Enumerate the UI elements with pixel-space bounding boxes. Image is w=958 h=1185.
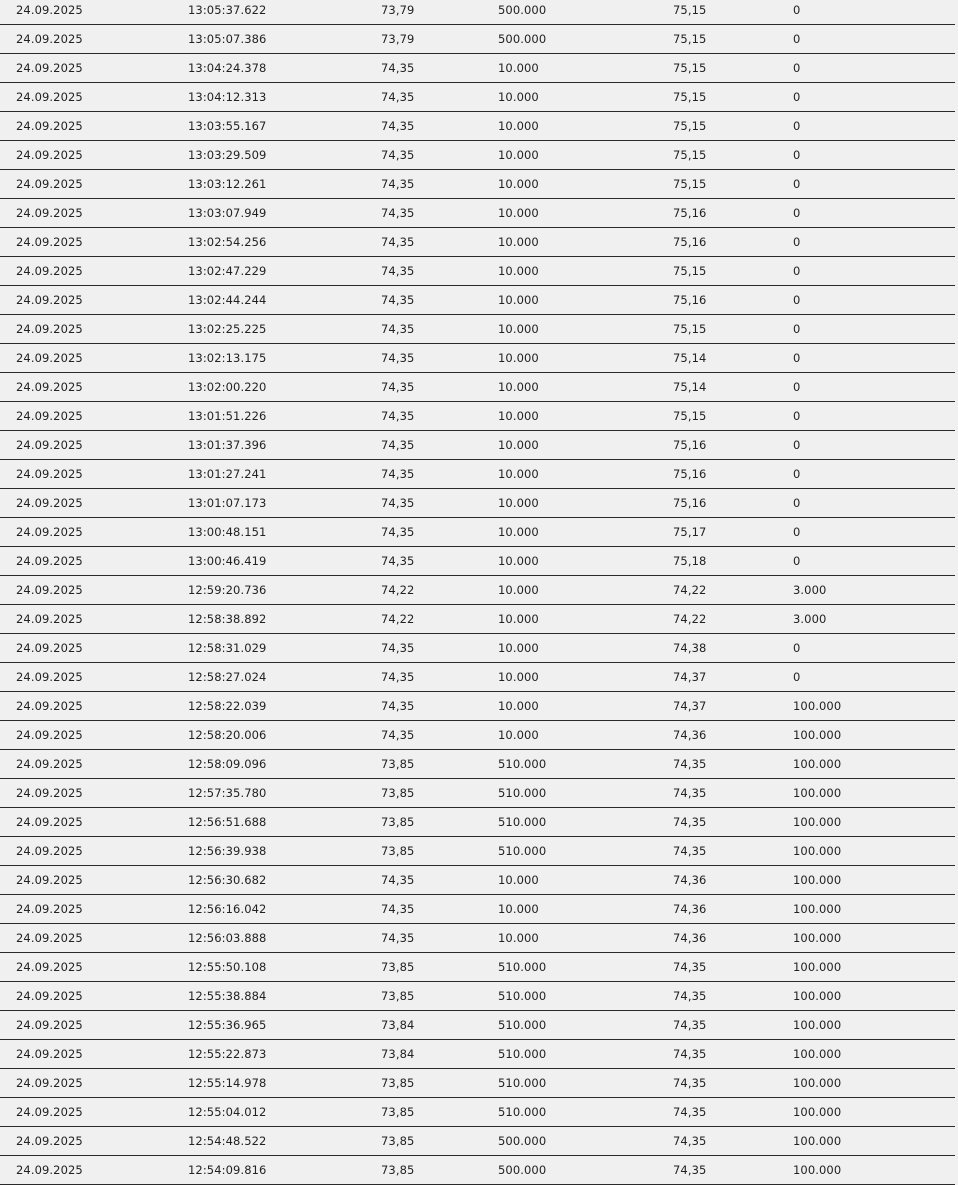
bid-volume-cell: 10.000: [498, 119, 539, 133]
ask-cell: 75,15: [673, 119, 707, 133]
time-cell: 13:00:48.151: [188, 525, 267, 539]
date-cell: 24.09.2025: [16, 612, 83, 626]
bid-cell: 74,35: [381, 902, 415, 916]
ask-cell: 75,16: [673, 293, 707, 307]
time-cell: 12:55:22.873: [188, 1047, 267, 1061]
ask-cell: 74,35: [673, 960, 707, 974]
ask-cell: 74,35: [673, 1018, 707, 1032]
ask-volume-cell: 100.000: [793, 815, 842, 829]
ask-volume-cell: 0: [793, 90, 801, 104]
bid-volume-cell: 10.000: [498, 264, 539, 278]
ask-volume-cell: 0: [793, 641, 801, 655]
ask-cell: 75,15: [673, 90, 707, 104]
bid-volume-cell: 10.000: [498, 438, 539, 452]
time-cell: 12:56:39.938: [188, 844, 267, 858]
time-cell: 13:03:29.509: [188, 148, 267, 162]
ask-cell: 75,16: [673, 438, 707, 452]
bid-cell: 73,84: [381, 1047, 415, 1061]
bid-cell: 74,35: [381, 931, 415, 945]
ask-cell: 75,15: [673, 3, 707, 17]
bid-cell: 74,35: [381, 90, 415, 104]
date-cell: 24.09.2025: [16, 554, 83, 568]
bid-cell: 74,35: [381, 351, 415, 365]
ask-volume-cell: 0: [793, 32, 801, 46]
date-cell: 24.09.2025: [16, 757, 83, 771]
table-row: [0, 0, 955, 25]
bid-volume-cell: 510.000: [498, 815, 547, 829]
ask-volume-cell: 0: [793, 235, 801, 249]
time-cell: 12:56:16.042: [188, 902, 267, 916]
bid-volume-cell: 510.000: [498, 844, 547, 858]
table-row: [0, 373, 955, 402]
ask-volume-cell: 0: [793, 264, 801, 278]
time-cell: 13:02:25.225: [188, 322, 267, 336]
time-cell: 12:55:14.978: [188, 1076, 267, 1090]
ask-volume-cell: 100.000: [793, 1047, 842, 1061]
bid-cell: 74,22: [381, 583, 415, 597]
bid-volume-cell: 10.000: [498, 612, 539, 626]
ask-cell: 75,16: [673, 235, 707, 249]
time-cell: 12:54:48.522: [188, 1134, 267, 1148]
ask-volume-cell: 0: [793, 177, 801, 191]
table-row: [0, 257, 955, 286]
table-row: [0, 663, 955, 692]
date-cell: 24.09.2025: [16, 264, 83, 278]
table-row: [0, 1098, 955, 1127]
bid-cell: 74,35: [381, 380, 415, 394]
date-cell: 24.09.2025: [16, 235, 83, 249]
ask-cell: 75,17: [673, 525, 707, 539]
table-row: [0, 518, 955, 547]
bid-volume-cell: 510.000: [498, 960, 547, 974]
bid-volume-cell: 10.000: [498, 873, 539, 887]
ask-cell: 75,15: [673, 148, 707, 162]
ask-cell: 74,22: [673, 583, 707, 597]
time-cell: 12:58:09.096: [188, 757, 267, 771]
time-cell: 12:59:20.736: [188, 583, 267, 597]
table-row: [0, 982, 955, 1011]
time-cell: 12:55:04.012: [188, 1105, 267, 1119]
ask-volume-cell: 0: [793, 148, 801, 162]
table-row: [0, 634, 955, 663]
bid-volume-cell: 10.000: [498, 61, 539, 75]
bid-cell: 73,85: [381, 815, 415, 829]
bid-volume-cell: 510.000: [498, 786, 547, 800]
ask-volume-cell: 100.000: [793, 873, 842, 887]
time-cell: 13:01:51.226: [188, 409, 267, 423]
time-cell: 13:05:37.622: [188, 3, 267, 17]
table-row: [0, 344, 955, 373]
bid-cell: 74,35: [381, 438, 415, 452]
date-cell: 24.09.2025: [16, 1105, 83, 1119]
time-cell: 13:01:37.396: [188, 438, 267, 452]
bid-cell: 74,35: [381, 641, 415, 655]
bid-cell: 74,35: [381, 467, 415, 481]
date-cell: 24.09.2025: [16, 1047, 83, 1061]
table-row: [0, 692, 955, 721]
ask-cell: 74,37: [673, 699, 707, 713]
table-row: [0, 402, 955, 431]
time-cell: 12:58:22.039: [188, 699, 267, 713]
date-cell: 24.09.2025: [16, 670, 83, 684]
table-row: [0, 1127, 955, 1156]
bid-cell: 74,35: [381, 293, 415, 307]
bid-cell: 73,85: [381, 757, 415, 771]
date-cell: 24.09.2025: [16, 61, 83, 75]
table-row: [0, 54, 955, 83]
ask-cell: 75,15: [673, 177, 707, 191]
ask-volume-cell: 100.000: [793, 757, 842, 771]
ask-volume-cell: 0: [793, 554, 801, 568]
time-cell: 12:58:38.892: [188, 612, 267, 626]
date-cell: 24.09.2025: [16, 322, 83, 336]
ask-volume-cell: 100.000: [793, 728, 842, 742]
ask-cell: 74,35: [673, 786, 707, 800]
bid-volume-cell: 500.000: [498, 32, 547, 46]
bid-volume-cell: 10.000: [498, 699, 539, 713]
date-cell: 24.09.2025: [16, 409, 83, 423]
bid-cell: 74,35: [381, 119, 415, 133]
time-cell: 13:02:47.229: [188, 264, 267, 278]
time-cell: 13:05:07.386: [188, 32, 267, 46]
bid-volume-cell: 10.000: [498, 902, 539, 916]
date-cell: 24.09.2025: [16, 90, 83, 104]
ask-volume-cell: 0: [793, 525, 801, 539]
ask-volume-cell: 100.000: [793, 931, 842, 945]
table-row: [0, 199, 955, 228]
bid-volume-cell: 10.000: [498, 554, 539, 568]
bid-volume-cell: 10.000: [498, 931, 539, 945]
bid-cell: 73,85: [381, 960, 415, 974]
ask-cell: 75,15: [673, 32, 707, 46]
time-cell: 12:56:51.688: [188, 815, 267, 829]
ask-volume-cell: 3.000: [793, 612, 827, 626]
bid-cell: 73,79: [381, 3, 415, 17]
time-cell: 12:58:27.024: [188, 670, 267, 684]
time-cell: 13:03:55.167: [188, 119, 267, 133]
table-row: [0, 721, 955, 750]
bid-cell: 74,35: [381, 177, 415, 191]
ask-cell: 75,14: [673, 380, 707, 394]
bid-volume-cell: 10.000: [498, 206, 539, 220]
date-cell: 24.09.2025: [16, 293, 83, 307]
ask-cell: 74,36: [673, 873, 707, 887]
bid-volume-cell: 10.000: [498, 177, 539, 191]
bid-volume-cell: 510.000: [498, 989, 547, 1003]
ask-volume-cell: 100.000: [793, 1076, 842, 1090]
bid-cell: 73,85: [381, 1163, 415, 1177]
time-cell: 13:01:27.241: [188, 467, 267, 481]
date-cell: 24.09.2025: [16, 728, 83, 742]
bid-cell: 74,35: [381, 206, 415, 220]
bid-cell: 74,35: [381, 873, 415, 887]
date-cell: 24.09.2025: [16, 119, 83, 133]
bid-volume-cell: 10.000: [498, 380, 539, 394]
ask-volume-cell: 0: [793, 351, 801, 365]
ask-cell: 74,35: [673, 844, 707, 858]
ask-volume-cell: 100.000: [793, 699, 842, 713]
date-cell: 24.09.2025: [16, 960, 83, 974]
ask-volume-cell: 0: [793, 293, 801, 307]
date-cell: 24.09.2025: [16, 931, 83, 945]
bid-volume-cell: 510.000: [498, 757, 547, 771]
time-cell: 13:03:07.949: [188, 206, 267, 220]
date-cell: 24.09.2025: [16, 844, 83, 858]
date-cell: 24.09.2025: [16, 1076, 83, 1090]
ask-volume-cell: 100.000: [793, 844, 842, 858]
ask-cell: 74,36: [673, 931, 707, 945]
bid-cell: 74,35: [381, 322, 415, 336]
time-cell: 12:55:50.108: [188, 960, 267, 974]
table-row: [0, 83, 955, 112]
bid-volume-cell: 10.000: [498, 235, 539, 249]
bid-volume-cell: 10.000: [498, 467, 539, 481]
ask-cell: 74,35: [673, 1076, 707, 1090]
time-cell: 13:04:24.378: [188, 61, 267, 75]
bid-volume-cell: 500.000: [498, 1163, 547, 1177]
table-row: [0, 170, 955, 199]
bid-cell: 73,84: [381, 1018, 415, 1032]
table-row: [0, 431, 955, 460]
time-cell: 13:02:00.220: [188, 380, 267, 394]
bid-cell: 73,85: [381, 1134, 415, 1148]
table-row: [0, 141, 955, 170]
date-cell: 24.09.2025: [16, 786, 83, 800]
date-cell: 24.09.2025: [16, 32, 83, 46]
table-row: [0, 315, 955, 344]
ask-cell: 74,35: [673, 815, 707, 829]
ask-volume-cell: 0: [793, 322, 801, 336]
table-row: [0, 460, 955, 489]
table-row: [0, 228, 955, 257]
date-cell: 24.09.2025: [16, 873, 83, 887]
bid-cell: 73,85: [381, 989, 415, 1003]
time-cell: 12:57:35.780: [188, 786, 267, 800]
ask-cell: 75,15: [673, 61, 707, 75]
date-cell: 24.09.2025: [16, 583, 83, 597]
bid-cell: 73,79: [381, 32, 415, 46]
ask-cell: 74,36: [673, 728, 707, 742]
date-cell: 24.09.2025: [16, 438, 83, 452]
table-row: [0, 924, 955, 953]
ask-cell: 75,16: [673, 206, 707, 220]
ask-volume-cell: 100.000: [793, 960, 842, 974]
table-row: [0, 547, 955, 576]
bid-cell: 74,35: [381, 235, 415, 249]
time-cell: 13:00:46.419: [188, 554, 267, 568]
table-row: [0, 112, 955, 141]
ask-cell: 74,35: [673, 1047, 707, 1061]
bid-cell: 74,35: [381, 670, 415, 684]
table-row: [0, 1040, 955, 1069]
bid-cell: 74,35: [381, 148, 415, 162]
time-cell: 12:56:30.682: [188, 873, 267, 887]
ask-volume-cell: 0: [793, 119, 801, 133]
time-cell: 12:54:09.816: [188, 1163, 267, 1177]
bid-volume-cell: 10.000: [498, 583, 539, 597]
date-cell: 24.09.2025: [16, 989, 83, 1003]
ask-cell: 74,37: [673, 670, 707, 684]
bid-volume-cell: 10.000: [498, 90, 539, 104]
date-cell: 24.09.2025: [16, 380, 83, 394]
table-row: [0, 750, 955, 779]
time-cell: 12:56:03.888: [188, 931, 267, 945]
ask-volume-cell: 0: [793, 3, 801, 17]
table-row: [0, 779, 955, 808]
ask-volume-cell: 100.000: [793, 902, 842, 916]
date-cell: 24.09.2025: [16, 206, 83, 220]
ask-volume-cell: 0: [793, 496, 801, 510]
bid-volume-cell: 500.000: [498, 3, 547, 17]
table-row: [0, 895, 955, 924]
bid-volume-cell: 10.000: [498, 670, 539, 684]
ask-cell: 75,16: [673, 467, 707, 481]
time-cell: 12:55:36.965: [188, 1018, 267, 1032]
ask-cell: 74,35: [673, 1134, 707, 1148]
ask-volume-cell: 100.000: [793, 1105, 842, 1119]
bid-volume-cell: 10.000: [498, 293, 539, 307]
ask-volume-cell: 3.000: [793, 583, 827, 597]
bid-volume-cell: 510.000: [498, 1047, 547, 1061]
bid-cell: 74,35: [381, 699, 415, 713]
ask-cell: 74,35: [673, 757, 707, 771]
bid-volume-cell: 10.000: [498, 322, 539, 336]
ask-cell: 74,35: [673, 1163, 707, 1177]
time-cell: 13:01:07.173: [188, 496, 267, 510]
ask-cell: 75,15: [673, 409, 707, 423]
ask-volume-cell: 0: [793, 467, 801, 481]
bid-volume-cell: 10.000: [498, 409, 539, 423]
ask-volume-cell: 0: [793, 670, 801, 684]
bid-volume-cell: 510.000: [498, 1076, 547, 1090]
bid-cell: 74,35: [381, 525, 415, 539]
date-cell: 24.09.2025: [16, 3, 83, 17]
bid-cell: 73,85: [381, 1105, 415, 1119]
bid-volume-cell: 10.000: [498, 728, 539, 742]
ask-volume-cell: 0: [793, 380, 801, 394]
date-cell: 24.09.2025: [16, 815, 83, 829]
time-cell: 13:02:13.175: [188, 351, 267, 365]
ask-volume-cell: 100.000: [793, 1134, 842, 1148]
ask-cell: 74,38: [673, 641, 707, 655]
date-cell: 24.09.2025: [16, 148, 83, 162]
ask-volume-cell: 100.000: [793, 786, 842, 800]
date-cell: 24.09.2025: [16, 1018, 83, 1032]
bid-cell: 74,35: [381, 554, 415, 568]
bid-cell: 73,85: [381, 786, 415, 800]
date-cell: 24.09.2025: [16, 1134, 83, 1148]
bid-volume-cell: 10.000: [498, 641, 539, 655]
date-cell: 24.09.2025: [16, 699, 83, 713]
time-cell: 13:03:12.261: [188, 177, 267, 191]
bid-cell: 74,35: [381, 409, 415, 423]
date-cell: 24.09.2025: [16, 351, 83, 365]
ask-cell: 75,14: [673, 351, 707, 365]
date-cell: 24.09.2025: [16, 496, 83, 510]
ask-cell: 75,15: [673, 322, 707, 336]
ask-volume-cell: 0: [793, 206, 801, 220]
bid-cell: 74,35: [381, 61, 415, 75]
table-row: [0, 1011, 955, 1040]
ask-volume-cell: 0: [793, 61, 801, 75]
table-row: [0, 837, 955, 866]
bid-volume-cell: 500.000: [498, 1134, 547, 1148]
time-cell: 13:02:44.244: [188, 293, 267, 307]
table-row: [0, 605, 955, 634]
table-row: [0, 866, 955, 895]
bid-cell: 74,35: [381, 728, 415, 742]
table-row: [0, 576, 955, 605]
bid-cell: 73,85: [381, 844, 415, 858]
time-cell: 13:04:12.313: [188, 90, 267, 104]
table-row: [0, 25, 955, 54]
table-row: [0, 953, 955, 982]
time-cell: 12:58:31.029: [188, 641, 267, 655]
date-cell: 24.09.2025: [16, 525, 83, 539]
time-cell: 12:55:38.884: [188, 989, 267, 1003]
date-cell: 24.09.2025: [16, 641, 83, 655]
date-cell: 24.09.2025: [16, 902, 83, 916]
bid-cell: 73,85: [381, 1076, 415, 1090]
ask-volume-cell: 100.000: [793, 989, 842, 1003]
time-cell: 13:02:54.256: [188, 235, 267, 249]
ask-cell: 74,35: [673, 989, 707, 1003]
ask-cell: 74,35: [673, 1105, 707, 1119]
bid-volume-cell: 10.000: [498, 351, 539, 365]
bid-volume-cell: 10.000: [498, 148, 539, 162]
time-cell: 12:58:20.006: [188, 728, 267, 742]
ask-cell: 74,22: [673, 612, 707, 626]
ask-volume-cell: 100.000: [793, 1163, 842, 1177]
bid-volume-cell: 10.000: [498, 496, 539, 510]
bid-volume-cell: 510.000: [498, 1105, 547, 1119]
bid-cell: 74,22: [381, 612, 415, 626]
bid-cell: 74,35: [381, 496, 415, 510]
table-row: [0, 489, 955, 518]
ask-cell: 75,18: [673, 554, 707, 568]
ask-volume-cell: 100.000: [793, 1018, 842, 1032]
ask-cell: 75,16: [673, 496, 707, 510]
ask-cell: 75,15: [673, 264, 707, 278]
ask-volume-cell: 0: [793, 438, 801, 452]
date-cell: 24.09.2025: [16, 177, 83, 191]
bid-cell: 74,35: [381, 264, 415, 278]
bid-volume-cell: 510.000: [498, 1018, 547, 1032]
date-cell: 24.09.2025: [16, 1163, 83, 1177]
table-row: [0, 286, 955, 315]
bid-volume-cell: 10.000: [498, 525, 539, 539]
table-row: [0, 808, 955, 837]
date-cell: 24.09.2025: [16, 467, 83, 481]
ask-cell: 74,36: [673, 902, 707, 916]
table-row: [0, 1069, 955, 1098]
ask-volume-cell: 0: [793, 409, 801, 423]
